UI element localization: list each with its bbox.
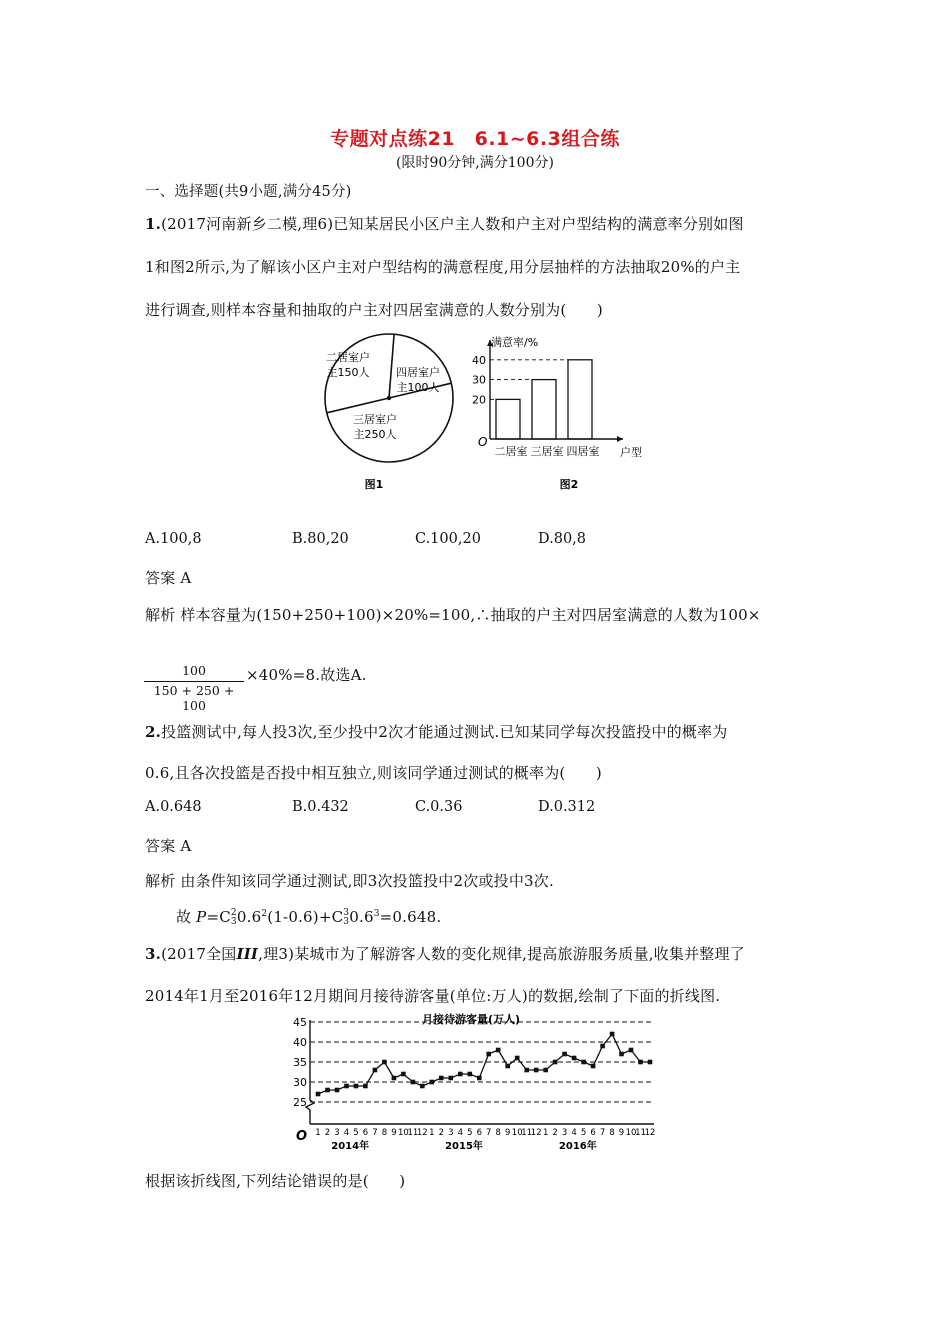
bar-ylabel: 满意率/%	[491, 336, 539, 349]
line-xtick-17: 5	[467, 1128, 473, 1138]
line-xtick-4: 4	[343, 1128, 350, 1138]
line-point-28	[572, 1056, 577, 1061]
line-point-2	[325, 1088, 330, 1093]
line-origin-label: O	[296, 1129, 308, 1144]
line-point-20	[496, 1048, 501, 1053]
line-point-7	[373, 1068, 378, 1073]
line-ytick-45: 45	[293, 1016, 307, 1029]
line-xtick-36: 12	[644, 1128, 656, 1138]
q2-line-1	[145, 721, 727, 742]
bar-2	[532, 380, 556, 439]
q1-option-d[interactable]: D.80,8	[538, 531, 587, 547]
pie-chart-figure1	[298, 328, 488, 498]
q2-text-1: 投篮测试中,每人投3次,至少投中2次才能通过测试.已知某同学每次投篮投中的概率为	[161, 723, 728, 741]
line-xtick-7: 7	[372, 1128, 378, 1138]
q2-option-b[interactable]: B.0.432	[292, 799, 349, 815]
line-xtick-29: 5	[580, 1128, 587, 1138]
line-ytick-40: 40	[293, 1036, 307, 1049]
line-xtick-10: 10	[397, 1128, 409, 1138]
line-xtick-20: 8	[495, 1128, 501, 1138]
q2-answer: 答案 A	[145, 837, 192, 855]
line-point-6	[363, 1084, 368, 1089]
line-point-25	[543, 1068, 548, 1073]
line-point-35	[638, 1060, 643, 1065]
line-point-15	[449, 1076, 454, 1081]
line-xtick-1: 1	[315, 1128, 321, 1138]
pie-divider-3	[327, 398, 389, 413]
pie-label-3room-b: 主250人	[353, 428, 397, 441]
line-point-22	[515, 1056, 520, 1061]
line-point-10	[401, 1072, 406, 1077]
line-xtick-34: 10	[625, 1128, 637, 1138]
fraction-denominator: 150 + 250 + 100	[153, 683, 235, 713]
q2-analysis: 解析 由条件知该同学通过测试,即3次投篮投中2次或投中3次.	[145, 872, 554, 890]
pie-center-dot	[387, 396, 391, 400]
q2-option-c[interactable]: C.0.36	[415, 799, 463, 815]
bar-ytick-20: 20	[472, 393, 486, 407]
q3-line-3: 根据该折线图,下列结论错误的是( )	[145, 1172, 406, 1190]
line-xtick-24: 12	[530, 1128, 542, 1138]
q1-line-3: 进行调查,则样本容量和抽取的户主对四居室满意的人数分别为( )	[145, 301, 603, 319]
bar-ytick-40: 40	[472, 353, 486, 367]
line-xtick-31: 7	[599, 1128, 606, 1138]
line-xtick-2: 2	[324, 1128, 331, 1138]
bar-origin-label: O	[478, 435, 488, 449]
line-point-3	[335, 1088, 340, 1093]
bar-category-label-3: 四居室	[566, 445, 600, 458]
line-point-4	[344, 1084, 349, 1089]
q1-option-a[interactable]: A.100,8	[145, 531, 202, 547]
line-ytick-25: 25	[293, 1096, 307, 1109]
line-xtick-21: 9	[504, 1128, 511, 1138]
bar-chart-figure2	[468, 330, 658, 498]
q1-text-1: (2017河南新乡二模,理6)已知某居民小区户主人数和户主对户型结构的满意率分别如图	[161, 215, 744, 233]
q1-option-b[interactable]: B.80,20	[292, 531, 349, 547]
line-point-9	[392, 1076, 397, 1081]
q2-option-d[interactable]: D.0.312	[538, 799, 596, 815]
line-point-30	[591, 1064, 596, 1069]
bar-3	[568, 360, 592, 439]
fraction-bar	[144, 681, 244, 682]
bar-category-label-1: 二居室	[494, 445, 528, 458]
line-chart-visitors	[278, 1010, 668, 1160]
pie-label-2room-b: 主150人	[326, 366, 370, 379]
line-xtick-11: 11	[407, 1128, 419, 1138]
line-point-34	[629, 1048, 634, 1053]
line-plot-area	[293, 1016, 655, 1152]
line-xtick-32: 8	[609, 1128, 615, 1138]
pie-label-2room-a: 二居室户	[326, 351, 370, 364]
line-point-11	[411, 1080, 416, 1085]
line-point-27	[562, 1052, 567, 1057]
page-title: 专题对点练21 6.1~6.3组合练	[330, 128, 620, 150]
line-xtick-23: 11	[521, 1128, 533, 1138]
page-subtitle: (限时90分钟,满分100分)	[396, 155, 554, 171]
q3-number: 3.	[145, 945, 162, 963]
bar-xlabel: 户型	[620, 446, 642, 459]
line-year-label-3: 2016年	[558, 1141, 597, 1152]
line-xtick-6: 6	[362, 1128, 369, 1138]
line-xtick-15: 3	[448, 1128, 454, 1138]
line-point-14	[439, 1076, 444, 1081]
line-xtick-33: 9	[618, 1128, 625, 1138]
line-ytick-30: 30	[293, 1076, 307, 1089]
line-xtick-19: 7	[485, 1128, 492, 1138]
pie-label-4room-a: 四居室户	[396, 366, 440, 379]
pie-caption: 图1	[364, 478, 384, 491]
q1-answer: 答案 A	[145, 569, 192, 587]
line-point-12	[420, 1084, 425, 1089]
line-xtick-26: 2	[552, 1128, 558, 1138]
line-xtick-9: 9	[391, 1128, 397, 1138]
line-point-24	[534, 1068, 539, 1073]
q2-option-a[interactable]: A.0.648	[145, 799, 202, 815]
q2-formula: 故 P=C 2 3 $0.6^2(1-0.6)+C$ 3 3 $0.6^3=0.648$.	[176, 908, 442, 927]
q1-option-c[interactable]: C.100,20	[415, 531, 481, 547]
q1-line-1	[145, 213, 744, 234]
line-chart-title: 月接待游客量(万人)	[421, 1013, 521, 1026]
line-point-33	[619, 1052, 624, 1057]
line-xtick-35: 11	[635, 1128, 646, 1138]
pie-divider-1	[389, 334, 394, 398]
line-point-21	[505, 1064, 510, 1069]
line-point-32	[610, 1032, 615, 1037]
bar-caption: 图2	[559, 478, 579, 491]
bar-1	[496, 399, 520, 439]
q1-number: 1.	[145, 215, 162, 233]
line-xtick-18: 6	[476, 1128, 483, 1138]
bar-ytick-30: 30	[472, 373, 486, 387]
bar-plot-area	[472, 340, 623, 458]
bar-category-label-2: 三居室	[530, 445, 564, 458]
line-point-36	[648, 1060, 653, 1065]
line-ytick-35: 35	[293, 1056, 307, 1069]
line-xtick-28: 4	[571, 1128, 577, 1138]
line-xtick-5: 5	[353, 1128, 359, 1138]
q1-analysis-2: ×40%=8.故选A.	[246, 666, 367, 684]
line-point-23	[524, 1068, 529, 1073]
q3-line-2: 2014年1月至2016年12月期间月接待游客量(单位:万人)的数据,绘制了下面的折线图.	[145, 987, 721, 1005]
line-year-label-1: 2014年	[331, 1141, 370, 1152]
q3-line-1: 3.(2017全国III,理3)某城市为了解游客人数的变化规律,提高旅游服务质量,收集并整理了	[145, 945, 745, 963]
line-xtick-8: 8	[381, 1128, 388, 1138]
line-point-8	[382, 1060, 387, 1065]
q2-line-2: 0.6,且各次投篮是否投中相互独立,则该同学通过测试的概率为( )	[145, 764, 602, 782]
line-point-18	[477, 1076, 482, 1081]
line-year-label-2: 2015年	[445, 1141, 483, 1152]
line-xtick-3: 3	[334, 1128, 340, 1138]
line-point-16	[458, 1072, 463, 1077]
pie-label-3room-a: 三居室户	[353, 413, 397, 426]
line-point-19	[486, 1052, 491, 1057]
line-point-29	[581, 1060, 586, 1065]
line-point-31	[600, 1044, 605, 1049]
line-xtick-13: 1	[429, 1128, 435, 1138]
bar-x-arrow	[617, 436, 623, 442]
line-series	[318, 1034, 650, 1094]
line-y-axis-break	[306, 1020, 314, 1124]
line-xtick-30: 6	[590, 1128, 596, 1138]
pie-label-4room-b: 主100人	[396, 381, 440, 394]
fraction-numerator: 100	[182, 663, 206, 678]
q2-number: 2.	[145, 723, 162, 741]
line-xtick-25: 1	[542, 1128, 549, 1138]
line-xtick-14: 2	[438, 1128, 445, 1138]
line-point-13	[430, 1080, 435, 1085]
line-xtick-27: 3	[561, 1128, 568, 1138]
line-point-5	[354, 1084, 359, 1089]
line-xtick-12: 12	[416, 1128, 428, 1138]
line-xtick-22: 10	[511, 1128, 523, 1138]
section-heading: 一、选择题(共9小题,满分45分)	[145, 184, 352, 200]
line-point-26	[553, 1060, 558, 1065]
line-point-17	[468, 1072, 473, 1077]
q1-analysis-1: 解析 样本容量为(150+250+100)×20%=100,∴抽取的户主对四居室满意的人数为100×	[145, 606, 761, 624]
line-point-1	[316, 1092, 321, 1097]
line-xtick-16: 4	[457, 1128, 464, 1138]
q1-line-2: 1和图2所示,为了解该小区户主对户型结构的满意程度,用分层抽样的方法抽取20%的户主	[145, 258, 741, 276]
